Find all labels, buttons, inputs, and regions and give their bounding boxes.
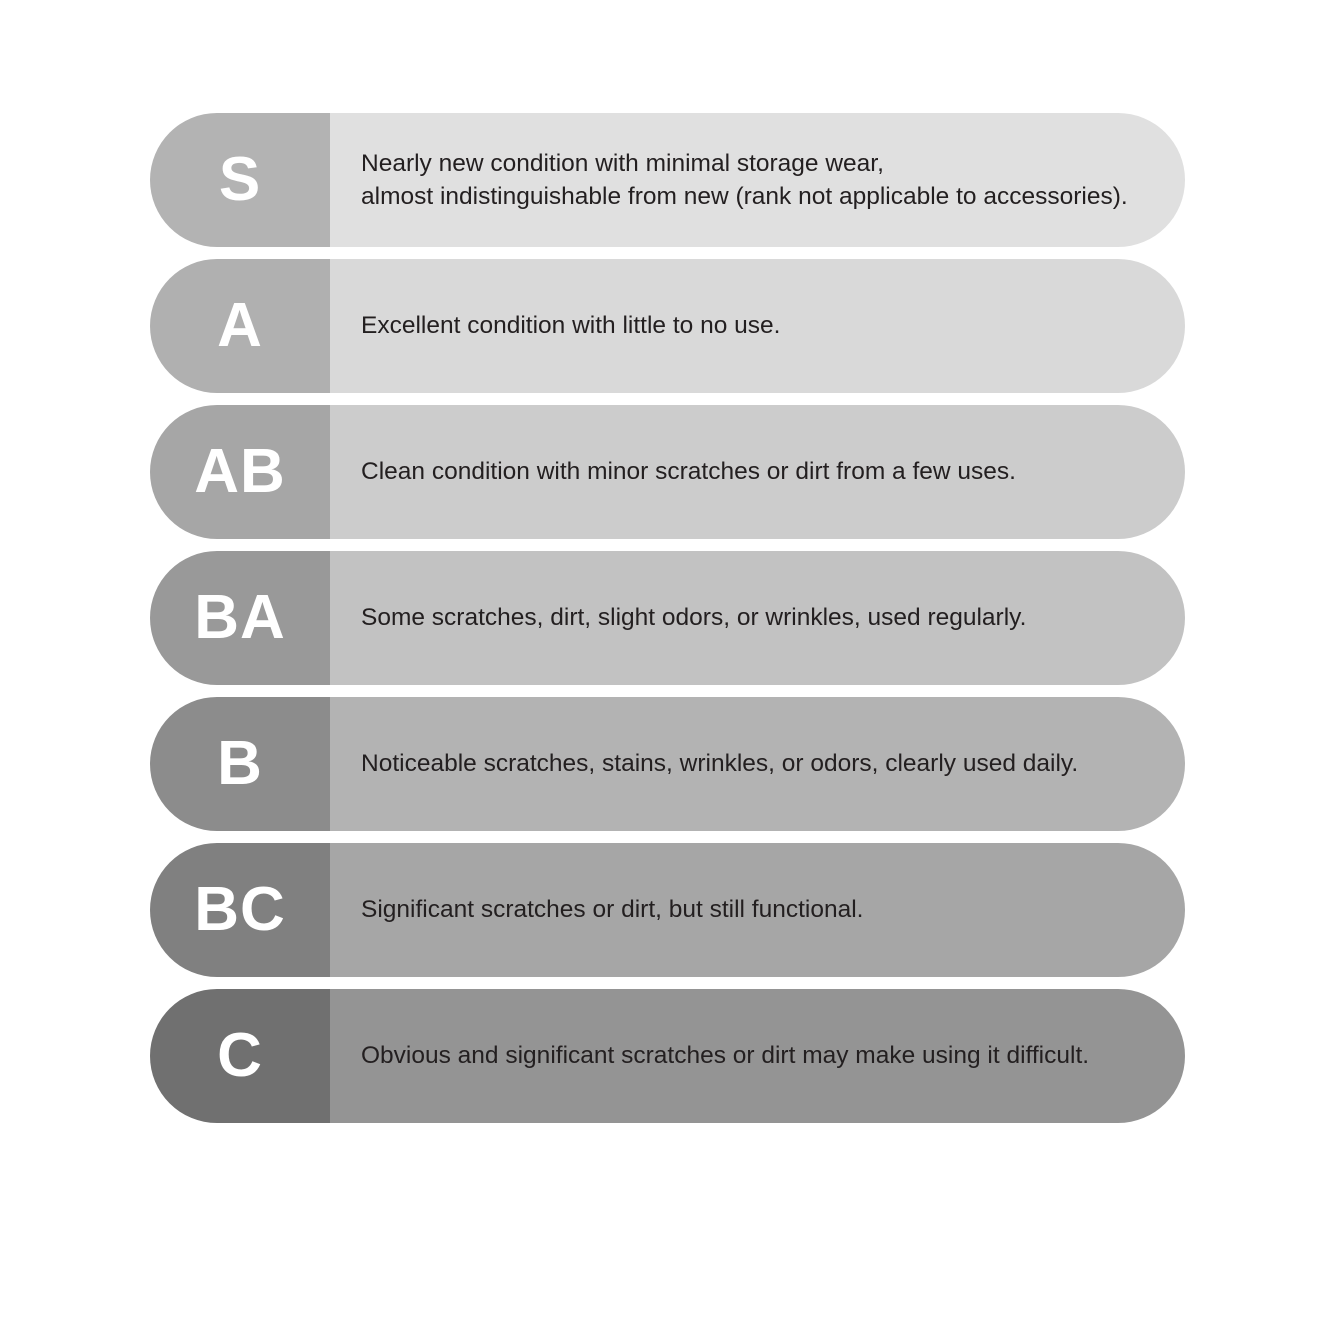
grade-badge: B	[150, 697, 330, 831]
grade-description	[330, 405, 1185, 539]
grade-row	[150, 405, 1185, 539]
grade-description-text: Nearly new condition with minimal storage wear, almost indistinguishable from new (rank not applicable to accessories).	[361, 149, 1128, 210]
grade-description-text: Noticeable scratches, stains, wrinkles, or odors, clearly used daily.	[361, 750, 1079, 778]
grade-badge: BC	[150, 843, 330, 977]
grade-row	[150, 697, 1185, 831]
grade-row	[150, 843, 1185, 977]
grade-badge: BA	[150, 551, 330, 685]
grade-row	[150, 113, 1185, 247]
grade-description	[330, 113, 1185, 247]
grade-description-text: Significant scratches or dirt, but still functional.	[361, 896, 864, 924]
grade-description	[330, 989, 1185, 1123]
grade-badge: C	[150, 989, 330, 1123]
grade-description	[330, 843, 1185, 977]
condition-grade-chart	[150, 113, 1185, 1135]
grade-description-text: Some scratches, dirt, slight odors, or wrinkles, used regularly.	[361, 604, 1027, 632]
grade-row	[150, 259, 1185, 393]
grade-description-text: Obvious and significant scratches or dirt may make using it difficult.	[361, 1042, 1090, 1070]
grade-description	[330, 697, 1185, 831]
grade-badge: A	[150, 259, 330, 393]
grade-badge: S	[150, 113, 330, 247]
grade-badge: AB	[150, 405, 330, 539]
grade-row	[150, 989, 1185, 1123]
grade-description	[330, 551, 1185, 685]
grade-description-text: Excellent condition with little to no use.	[361, 312, 781, 340]
grade-row	[150, 551, 1185, 685]
grade-description	[330, 259, 1185, 393]
grade-description-text: Clean condition with minor scratches or dirt from a few uses.	[361, 458, 1016, 486]
